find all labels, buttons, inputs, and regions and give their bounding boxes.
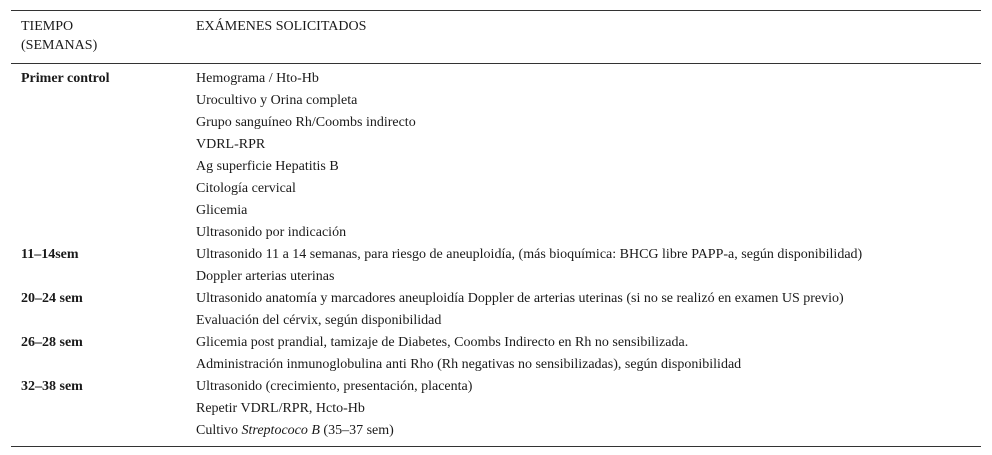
period-cell: Primer control (21, 71, 110, 86)
exam-cell: Doppler arterias uterinas (196, 269, 335, 284)
exam-cell: Ag superficie Hepatitis B (196, 159, 339, 174)
exam-text-italic: Streptococo B (241, 423, 320, 438)
table-row (11, 420, 981, 447)
table-header-row (11, 11, 981, 64)
exam-cell: Ultrasonido anatomía y marcadores aneuploidía Doppler de arterias uterinas (si no se realizó en examen US previo) (196, 291, 844, 306)
exam-cell: Glicemia post prandial, tamizaje de Diabetes, Coombs Indirecto en Rh no sensibilizada. (196, 335, 689, 350)
exam-cell: Hemograma / Hto-Hb (196, 71, 319, 86)
table-row (11, 200, 981, 222)
exam-cell: Glicemia (196, 203, 248, 218)
header-time-line1: TIEMPO (21, 19, 74, 34)
exam-cell: Administración inmunoglobulina anti Rho (Rh negativas no sensibilizadas), según disponibilidad (196, 357, 742, 372)
exam-cell: Repetir VDRL/RPR, Hcto-Hb (196, 401, 365, 416)
period-cell (11, 354, 196, 376)
table-row (11, 288, 981, 310)
period-cell (11, 112, 196, 134)
exams-table-container (11, 10, 981, 447)
table-row (11, 398, 981, 420)
period-cell (11, 200, 196, 222)
period-cell (11, 178, 196, 200)
exam-cell: VDRL-RPR (196, 137, 266, 152)
period-cell: 20–24 sem (21, 291, 83, 306)
exam-cell: Ultrasonido (crecimiento, presentación, placenta) (196, 379, 473, 394)
period-cell (11, 156, 196, 178)
exam-cell: Urocultivo y Orina completa (196, 93, 358, 108)
exam-cell (196, 420, 981, 447)
period-cell (11, 90, 196, 112)
table-row (11, 266, 981, 288)
period-cell (11, 134, 196, 156)
period-cell (11, 222, 196, 244)
table-row (11, 244, 981, 266)
table-row (11, 310, 981, 332)
table-row (11, 178, 981, 200)
table-row (11, 90, 981, 112)
header-time-line2: (SEMANAS) (21, 38, 98, 53)
exam-cell: Evaluación del cérvix, según disponibilidad (196, 313, 442, 328)
table-row (11, 156, 981, 178)
exam-cell: Grupo sanguíneo Rh/Coombs indirecto (196, 115, 416, 130)
table-row (11, 64, 981, 91)
exam-cell: Ultrasonido 11 a 14 semanas, para riesgo de aneuploidía, (más bioquímica: BHCG libre PAPP-a, según disponibilidad) (196, 247, 863, 262)
table-row (11, 134, 981, 156)
period-cell: 32–38 sem (21, 379, 83, 394)
exam-cell: Citología cervical (196, 181, 296, 196)
exam-cell: Ultrasonido por indicación (196, 225, 347, 240)
period-cell (11, 266, 196, 288)
period-cell (11, 420, 196, 447)
table-row (11, 112, 981, 134)
period-cell (11, 398, 196, 420)
period-cell: 26–28 sem (21, 335, 83, 350)
table-row (11, 222, 981, 244)
period-cell (11, 310, 196, 332)
header-time-weeks (11, 11, 196, 64)
exam-text-suffix: (35–37 sem) (319, 423, 394, 438)
table-row (11, 332, 981, 354)
period-cell: 11–14sem (21, 247, 79, 262)
table-row (11, 376, 981, 398)
table-row (11, 354, 981, 376)
header-exams-requested: EXÁMENES SOLICITADOS (196, 19, 367, 34)
exam-text-prefix: Cultivo (196, 423, 242, 438)
exams-table (11, 10, 981, 447)
